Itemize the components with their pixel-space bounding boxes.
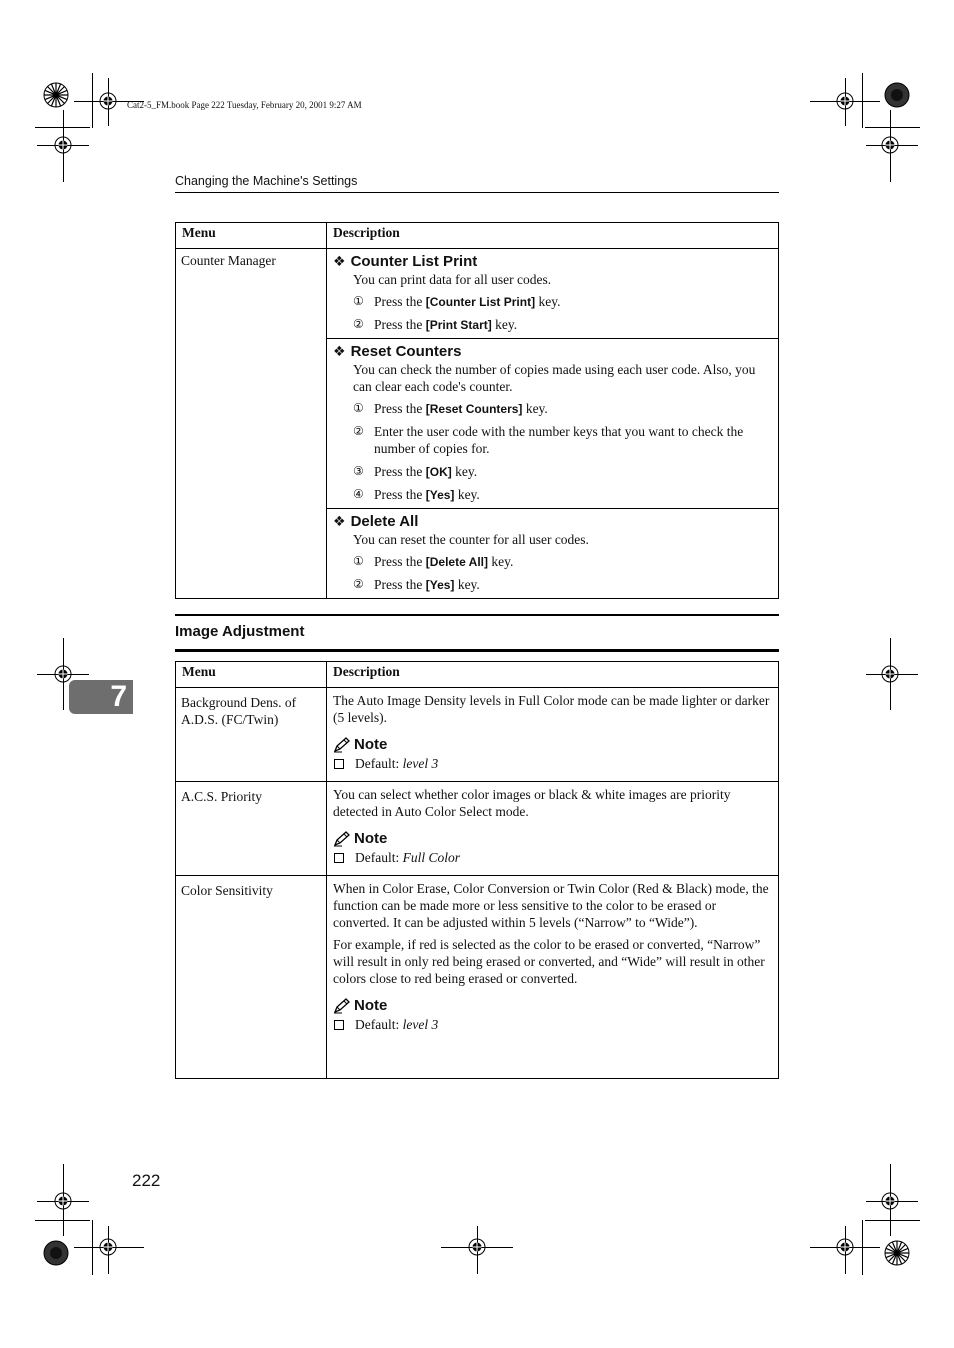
page-number: 222 xyxy=(132,1171,161,1190)
header-menu: Menu xyxy=(176,223,327,249)
menu-cell-counter-manager: Counter Manager xyxy=(176,249,327,599)
header-rule xyxy=(175,192,779,193)
step-item: ② Press the [Print Start] key. xyxy=(353,317,518,332)
note-item: Default: level 3 xyxy=(333,1016,772,1033)
pencil-icon xyxy=(333,737,351,753)
step-item: ② Enter the user code with the number keys that you want to check the number of copies for. xyxy=(353,424,744,456)
note-heading: Note xyxy=(333,830,772,847)
counter-manager-table xyxy=(175,222,779,599)
chapter-tab: 7 xyxy=(69,680,133,714)
description-cell xyxy=(327,688,779,782)
section-title: ❖ Counter List Print xyxy=(333,253,478,270)
step-item: ① Press the [Counter List Print] key. xyxy=(353,294,561,309)
image-adjustment-table xyxy=(175,661,779,1079)
key-label: [Print Start] xyxy=(425,318,492,332)
diamond-bullet-icon: ❖ xyxy=(333,344,346,360)
diamond-bullet-icon: ❖ xyxy=(333,514,346,530)
step-item: ④ Press the [Yes] key. xyxy=(353,487,480,502)
step-item: ③ Press the [OK] key. xyxy=(353,464,478,479)
header-description: Description xyxy=(327,662,779,688)
file-info: Cat2-5_FM.book Page 222 Tuesday, February 20, 2001 9:27 AM xyxy=(127,100,362,110)
menu-cell: Color Sensitivity xyxy=(176,876,327,1079)
section-delete-all xyxy=(327,509,779,599)
table-row xyxy=(176,876,779,1079)
key-label: [Counter List Print] xyxy=(425,295,536,309)
pencil-icon xyxy=(333,831,351,847)
section-body: You can print data for all user codes. xyxy=(353,272,552,287)
description-paragraph: The Auto Image Density levels in Full Color mode can be made lighter or darker (5 levels). xyxy=(333,693,770,725)
step-item: ① Press the [Reset Counters] key. xyxy=(353,401,548,416)
section-body: You can reset the counter for all user codes. xyxy=(353,532,589,547)
step-item: ② Press the [Yes] key. xyxy=(353,577,480,592)
checkbox-bullet-icon xyxy=(334,759,344,769)
note-item: Default: level 3 xyxy=(333,755,772,772)
running-head: Changing the Machine's Settings xyxy=(175,174,358,188)
diamond-bullet-icon: ❖ xyxy=(333,254,346,270)
table-header-row xyxy=(176,223,779,249)
description-paragraph: When in Color Erase, Color Conversion or Twin Color (Red & Black) mode, the function can be made more or less sensitive to the color to be erased or converted. It can be adjusted within 5 levels (“Narrow” to “Wide”). xyxy=(333,881,769,930)
table-row xyxy=(176,249,779,339)
menu-cell: A.C.S. Priority xyxy=(176,782,327,876)
section-reset-counters xyxy=(327,339,779,509)
image-adjustment-heading: Image Adjustment xyxy=(175,614,779,652)
note-item: Default: Full Color xyxy=(333,849,772,866)
note-heading: Note xyxy=(333,997,772,1014)
note-heading: Note xyxy=(333,736,772,753)
description-cell xyxy=(327,782,779,876)
checkbox-bullet-icon xyxy=(334,853,344,863)
section-body: You can check the number of copies made using each user code. Also, you can clear each code's counter. xyxy=(353,362,756,394)
key-label: [OK] xyxy=(425,465,452,479)
menu-cell: Background Dens. of A.D.S. (FC/Twin) xyxy=(176,688,327,782)
header-menu: Menu xyxy=(176,662,327,688)
section-counter-list-print xyxy=(327,249,779,339)
key-label: [Yes] xyxy=(425,578,455,592)
table-header-row xyxy=(176,662,779,688)
key-label: [Reset Counters] xyxy=(425,402,523,416)
checkbox-bullet-icon xyxy=(334,1020,344,1030)
table-row xyxy=(176,782,779,876)
description-cell xyxy=(327,876,779,1079)
key-label: [Yes] xyxy=(425,488,455,502)
table-row xyxy=(176,688,779,782)
header-description: Description xyxy=(327,223,779,249)
key-label: [Delete All] xyxy=(425,555,488,569)
description-paragraph: For example, if red is selected as the color to be erased or converted, “Narrow” will result in only red being erased or converted, and “Wide” will result in other colors close to red being erased or converted. xyxy=(333,937,765,986)
step-item: ① Press the [Delete All] key. xyxy=(353,554,514,569)
section-title: ❖ Reset Counters xyxy=(333,343,462,360)
section-title: ❖ Delete All xyxy=(333,513,419,530)
description-paragraph: You can select whether color images or black & white images are priority detected in Auto Color Select mode. xyxy=(333,787,731,819)
pencil-icon xyxy=(333,998,351,1014)
